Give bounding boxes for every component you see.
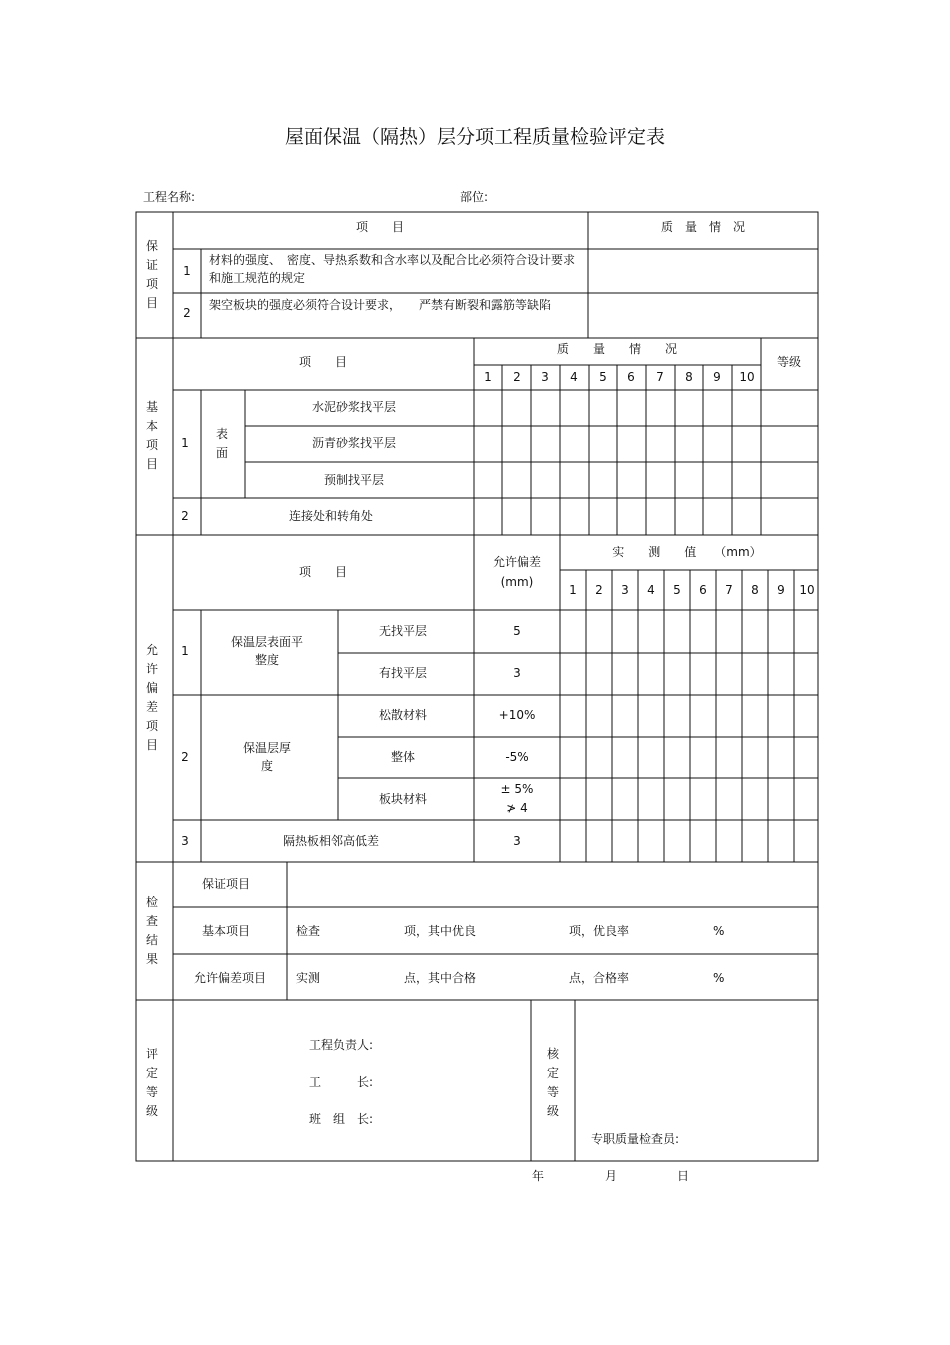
tolerance-num-5: 5 [673, 583, 681, 597]
guarantee-col-quality: 质 量 情 况 [660, 220, 746, 234]
basic-num-10: 10 [739, 370, 755, 384]
page-title: 屋面保温（隔热）层分项工程质量检验评定表 [284, 126, 665, 148]
basic-num-3: 3 [541, 370, 549, 384]
tolerance-row-2-item-1: 松散材料 [378, 708, 428, 722]
rating-leader: 工程负责人: [309, 1038, 374, 1052]
tolerance-col-allow-unit: (mm) [500, 575, 534, 589]
basic-num-7: 7 [656, 370, 664, 384]
basic-num-5: 5 [599, 370, 607, 384]
basic-num-8: 8 [685, 370, 693, 384]
tolerance-row-1-group: 保温层表面平整度 [231, 635, 304, 667]
result-row-2-a: 检查 [296, 924, 321, 938]
basic-row-2-no: 2 [181, 509, 189, 523]
rating-year: 年 [532, 1169, 545, 1183]
result-row-3-d: % [713, 971, 725, 985]
tolerance-row-2-value-1: +10% [498, 708, 536, 722]
basic-num-4: 4 [570, 370, 578, 384]
basic-row-2-item: 连接处和转角处 [288, 509, 374, 523]
result-row-2-label: 基本项目 [201, 924, 251, 938]
basic-col-grade: 等级 [776, 355, 802, 369]
tolerance-row-2-group: 保温层厚度 [243, 741, 292, 773]
tolerance-row-2-value-3b: ≯ 4 [506, 801, 528, 815]
basic-num-2: 2 [513, 370, 521, 384]
guarantee-row-2-text: 架空板块的强度必须符合设计要求， 严禁有断裂和露筋等缺陷 [209, 298, 552, 312]
tolerance-col-measured: 实 测 值 （mm） [612, 545, 762, 559]
tolerance-row-1-item-1: 无找平层 [378, 624, 428, 638]
tolerance-num-8: 8 [751, 583, 759, 597]
tolerance-row-3-item: 隔热板相邻高低差 [282, 834, 380, 848]
tolerance-row-2-value-3a: ± 5% [500, 782, 534, 796]
guarantee-side-label: 保证项目 [145, 239, 158, 310]
rating-team: 班 组 长: [309, 1112, 374, 1126]
tolerance-row-1-item-2: 有找平层 [378, 666, 428, 680]
guarantee-row-2-no: 2 [183, 306, 191, 320]
tolerance-row-2-value-2: -5% [505, 750, 529, 764]
tolerance-row-3-no: 3 [181, 834, 189, 848]
basic-item-3: 预制找平层 [323, 473, 385, 487]
result-row-2-c: 项，优良率 [569, 924, 630, 938]
basic-col-item: 项 目 [298, 355, 348, 369]
basic-row-1-no: 1 [181, 436, 189, 450]
tolerance-num-2: 2 [595, 583, 603, 597]
tolerance-col-allow: 允许偏差 [492, 555, 542, 569]
tolerance-num-9: 9 [777, 583, 785, 597]
guarantee-col-item: 项 目 [355, 220, 405, 234]
tolerance-row-1-no: 1 [181, 644, 189, 658]
result-row-2-b: 项，其中优良 [404, 924, 477, 938]
tolerance-row-1-value-1: 5 [513, 624, 521, 638]
rating-foreman: 工 长: [309, 1075, 374, 1089]
rating-day: 日 [677, 1169, 690, 1183]
guarantee-row-1-text: 材料的强度、 密度、导热系数和含水率以及配合比必须符合设计要求和施工规范的规定 [209, 253, 576, 285]
tolerance-side-label: 允许偏差项目 [145, 643, 158, 752]
tolerance-row-3-value: 3 [513, 834, 521, 848]
tolerance-row-1-value-2: 3 [513, 666, 521, 680]
basic-num-6: 6 [627, 370, 635, 384]
result-row-3-b: 点，其中合格 [404, 971, 477, 985]
result-row-1-label: 保证项目 [201, 877, 251, 891]
tolerance-row-2-item-2: 整体 [390, 750, 416, 764]
basic-col-quality: 质 量 情 况 [556, 342, 678, 356]
tolerance-num-3: 3 [621, 583, 629, 597]
rating-month: 月 [605, 1169, 618, 1183]
tolerance-row-2-item-3: 板块材料 [378, 792, 428, 806]
tolerance-num-4: 4 [647, 583, 655, 597]
guarantee-row-1-no: 1 [183, 264, 191, 278]
basic-item-1: 水泥砂浆找平层 [311, 400, 397, 414]
rating-side-label: 评定等级 [145, 1047, 158, 1118]
project-name-label: 工程名称: [143, 190, 196, 204]
basic-side-label: 基本项目 [145, 400, 158, 471]
tolerance-num-7: 7 [725, 583, 733, 597]
tolerance-col-item: 项 目 [298, 565, 348, 579]
location-label: 部位: [460, 190, 489, 204]
tolerance-num-1: 1 [569, 583, 577, 597]
basic-row-1-group: 表面 [215, 427, 228, 460]
result-row-3-c: 点，合格率 [569, 971, 630, 985]
result-row-3-label: 允许偏差项目 [193, 971, 267, 985]
basic-num-9: 9 [713, 370, 721, 384]
result-row-3-a: 实测 [296, 971, 321, 985]
tolerance-row-2-no: 2 [181, 750, 189, 764]
rating-inspector: 专职质量检查员: [591, 1132, 680, 1146]
result-row-2-d: % [713, 924, 725, 938]
tolerance-num-10: 10 [799, 583, 815, 597]
result-side-label: 检查结果 [145, 895, 158, 966]
basic-item-2: 沥青砂浆找平层 [311, 436, 397, 450]
basic-num-1: 1 [484, 370, 492, 384]
rating-verify-label: 核定等级 [546, 1047, 559, 1118]
tolerance-num-6: 6 [699, 583, 707, 597]
